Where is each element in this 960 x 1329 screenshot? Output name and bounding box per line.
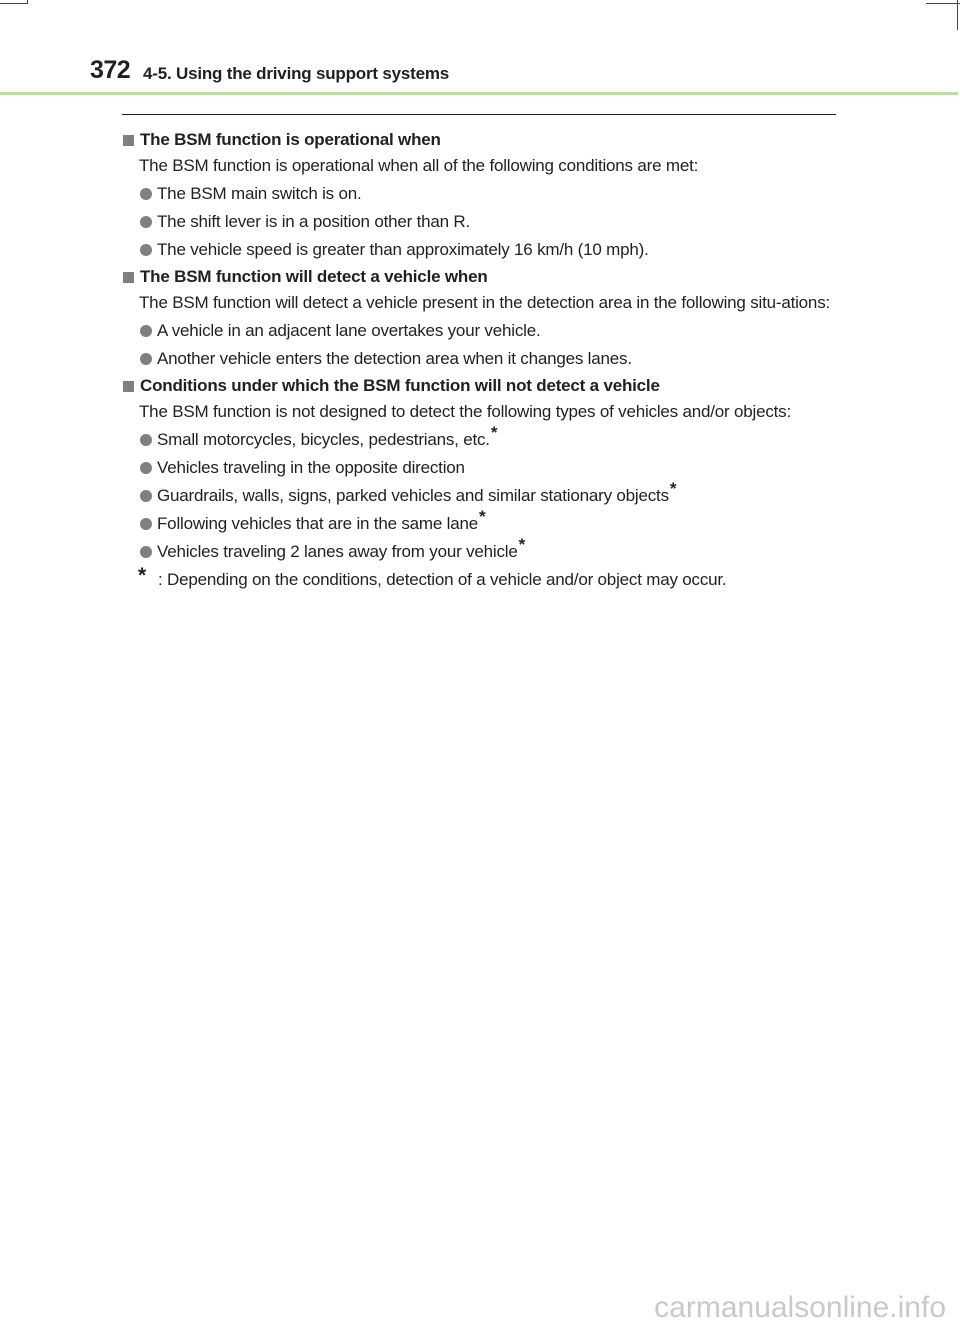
circle-bullet-icon <box>140 216 152 228</box>
circle-bullet-icon <box>140 462 152 474</box>
square-bullet-icon <box>123 135 134 146</box>
footnote-mark: * <box>138 564 146 587</box>
list-item-text: The BSM main switch is on. <box>157 184 362 203</box>
content-body <box>122 124 830 591</box>
square-bullet-icon <box>123 272 134 283</box>
heading-text: The BSM function will detect a vehicle when <box>140 267 488 286</box>
list-item <box>122 423 830 451</box>
square-bullet-icon <box>123 381 134 392</box>
list-item-text: Vehicles traveling 2 lanes away from your vehicle <box>157 542 518 561</box>
section-intro: The BSM function is operational when all of the following conditions are met: <box>139 156 699 175</box>
list-item <box>122 535 830 563</box>
list-item <box>122 320 830 342</box>
list-item <box>122 507 830 535</box>
circle-bullet-icon <box>140 353 152 365</box>
list-item <box>122 239 830 261</box>
section-heading-not-detect <box>122 374 830 398</box>
page-header <box>0 0 960 96</box>
circle-bullet-icon <box>140 188 152 200</box>
list-item <box>122 479 830 507</box>
list-item-text: A vehicle in an adjacent lane overtakes your vehicle. <box>157 321 541 340</box>
heading-text: Conditions under which the BSM function will not detect a vehicle <box>140 376 660 395</box>
list-item-text: The vehicle speed is greater than approximately 16 km/h (10 mph). <box>157 240 649 259</box>
asterisk-mark: * <box>518 535 526 555</box>
list-item-text: Small motorcycles, bicycles, pedestrians, etc. <box>157 430 490 449</box>
section-title: 4-5. Using the driving support systems <box>143 64 450 83</box>
asterisk-mark: * <box>669 479 677 499</box>
header-rule <box>0 92 958 95</box>
circle-bullet-icon <box>140 325 152 337</box>
footnote <box>122 564 830 591</box>
list-item <box>122 348 830 370</box>
section-intro: The BSM function will detect a vehicle present in the detection area in the following situ-ations: <box>139 293 831 312</box>
watermark: carmanualsonline.info <box>654 1291 946 1324</box>
heading-text: The BSM function is operational when <box>140 130 441 149</box>
circle-bullet-icon <box>140 244 152 256</box>
section-heading-detect <box>122 265 830 289</box>
list-item-text: The shift lever is in a position other than R. <box>157 212 471 231</box>
page-number: 372 <box>90 56 131 84</box>
asterisk-mark: * <box>479 507 486 527</box>
section-intro: The BSM function is not designed to detect the following types of vehicles and/or objects: <box>139 402 791 421</box>
list-item-text: Another vehicle enters the detection area when it changes lanes. <box>157 349 632 368</box>
list-item <box>122 211 830 233</box>
content-rule <box>122 114 836 115</box>
circle-bullet-icon <box>140 518 152 530</box>
list-item <box>122 457 830 479</box>
circle-bullet-icon <box>140 546 152 558</box>
list-item-text: Guardrails, walls, signs, parked vehicles and similar stationary objects <box>157 486 669 505</box>
circle-bullet-icon <box>140 434 152 446</box>
footnote-text: : Depending on the conditions, detection of a vehicle and/or object may occur. <box>158 570 727 589</box>
section-heading-operational <box>122 128 830 152</box>
list-item <box>122 183 830 205</box>
list-item-text: Following vehicles that are in the same lane <box>157 514 478 533</box>
list-item-text: Vehicles traveling in the opposite direction <box>157 458 465 477</box>
asterisk-mark: * <box>490 423 498 443</box>
circle-bullet-icon <box>140 490 152 502</box>
